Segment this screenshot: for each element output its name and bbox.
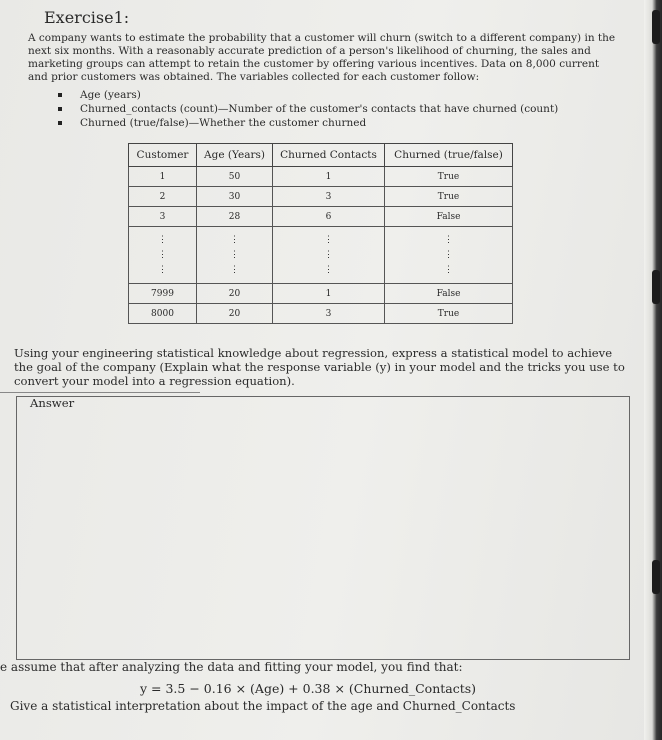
table-cell: False <box>385 284 513 304</box>
table-cell: 20 <box>197 304 273 324</box>
table-cell: 28 <box>197 207 273 227</box>
table-cell: False <box>385 207 513 227</box>
table-cell-ellipsis: ⋮ ⋮ ⋮ <box>129 227 197 284</box>
exercise-title: Exercise1: <box>44 8 130 27</box>
binder-notch <box>652 270 660 304</box>
intro-paragraph: A company wants to estimate the probability that a customer will churn (switch to a different company) in the next six months. With a reasonably accurate prediction of a person's likelihood of churning, the sales and marketing groups can attempt to retain the customer by offering various incentives. Data on 8,000 current and prior customers was obtained. The variables collected for each customer follow: <box>28 32 616 83</box>
col-header-customer: Customer <box>129 144 197 167</box>
table-cell: 1 <box>273 167 385 187</box>
assumption-text: e assume that after analyzing the data and fitting your model, you find that: <box>0 660 463 674</box>
table-ellipsis-row <box>129 227 513 284</box>
table-cell-ellipsis: ⋮ ⋮ ⋮ <box>197 227 273 284</box>
table-cell: 1 <box>273 284 385 304</box>
table-cell-ellipsis: ⋮ ⋮ ⋮ <box>273 227 385 284</box>
page-edge-shadow <box>644 0 662 740</box>
answer-label: Answer <box>30 396 75 410</box>
table-header-row <box>129 144 513 167</box>
table-cell: 20 <box>197 284 273 304</box>
divider <box>0 392 200 393</box>
variable-item: Age (years) <box>58 88 558 102</box>
table-cell: 3 <box>273 304 385 324</box>
variable-list <box>58 88 558 130</box>
table-cell: 6 <box>273 207 385 227</box>
table-row <box>129 167 513 187</box>
variable-item: Churned (true/false)—Whether the customer churned <box>58 116 558 130</box>
table-cell: 3 <box>273 187 385 207</box>
table-cell: True <box>385 304 513 324</box>
question-text: Using your engineering statistical knowledge about regression, express a statistical model to achieve the goal of the company (Explain what the response variable (y) in your model and the tricks you use to convert your model into a regression equation). <box>14 346 625 388</box>
table-cell: 1 <box>129 167 197 187</box>
binder-notch <box>652 10 660 44</box>
table-cell: 2 <box>129 187 197 207</box>
table-cell: 7999 <box>129 284 197 304</box>
table-cell-ellipsis: ⋮ ⋮ ⋮ <box>385 227 513 284</box>
table-cell: True <box>385 187 513 207</box>
table-cell: 30 <box>197 187 273 207</box>
table-row <box>129 207 513 227</box>
answer-box[interactable] <box>16 396 630 660</box>
regression-equation: y = 3.5 − 0.16 × (Age) + 0.38 × (Churned_Contacts) <box>140 681 477 696</box>
table-cell: 50 <box>197 167 273 187</box>
interpretation-prompt: Give a statistical interpretation about the impact of the age and Churned_Contacts <box>10 699 516 713</box>
table-cell: True <box>385 167 513 187</box>
col-header-age: Age (Years) <box>197 144 273 167</box>
table-row <box>129 187 513 207</box>
col-header-churned: Churned (true/false) <box>385 144 513 167</box>
customer-data-table <box>128 143 513 324</box>
table-cell: 3 <box>129 207 197 227</box>
table-row <box>129 304 513 324</box>
table-row <box>129 284 513 304</box>
col-header-churned-contacts: Churned Contacts <box>273 144 385 167</box>
table-cell: 8000 <box>129 304 197 324</box>
variable-item: Churned_contacts (count)—Number of the customer's contacts that have churned (count) <box>58 102 558 116</box>
binder-notch <box>652 560 660 594</box>
